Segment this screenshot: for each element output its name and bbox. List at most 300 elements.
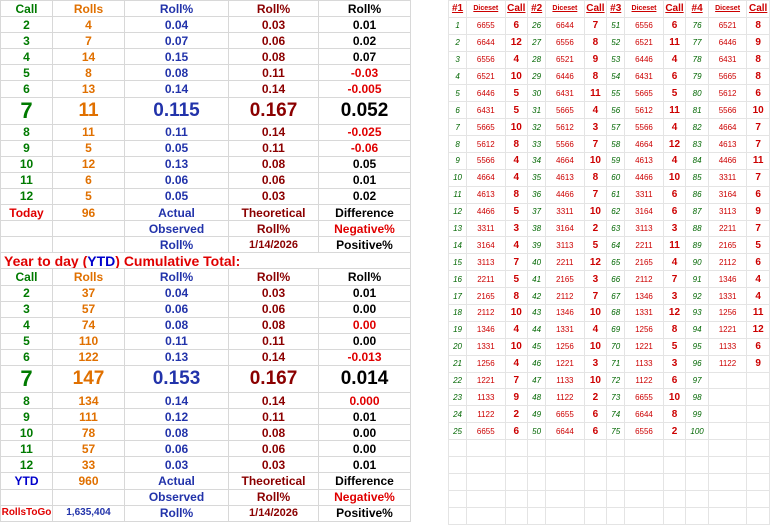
diceset-cell[interactable]: 5665 (467, 119, 505, 136)
diceset-cell[interactable]: 4613 (708, 136, 746, 153)
roll-number-cell[interactable]: 73 (607, 389, 625, 406)
roll-number-cell[interactable]: 56 (607, 102, 625, 119)
diceset-cell[interactable]: 3164 (467, 237, 505, 254)
call-value-cell[interactable]: 5 (505, 203, 528, 220)
call-value-cell[interactable]: 4 (505, 321, 528, 338)
diceset-cell[interactable]: 5665 (625, 85, 663, 102)
ytd-header-roll-pct-actual[interactable]: Roll% (125, 269, 229, 285)
call-cell[interactable]: 10 (1, 425, 53, 441)
roll-log-header-cell[interactable]: #3 (607, 1, 625, 18)
roll-log-header-cell[interactable]: Diceset (546, 1, 584, 18)
diceset-cell[interactable]: 1122 (625, 372, 663, 389)
roll-number-cell[interactable]: 2 (449, 34, 467, 51)
call-value-cell[interactable] (584, 490, 607, 507)
roll-pct-label[interactable]: Roll% (229, 221, 319, 237)
roll-number-cell[interactable]: 8 (449, 136, 467, 153)
roll-number-cell[interactable]: 87 (686, 203, 709, 220)
diceset-cell[interactable]: 6655 (625, 389, 663, 406)
roll-number-cell[interactable]: 38 (528, 220, 546, 237)
diceset-cell[interactable] (625, 490, 663, 507)
theoretical-pct-cell[interactable]: 0.03 (229, 285, 319, 301)
diceset-cell[interactable] (467, 473, 505, 490)
diceset-cell[interactable] (625, 507, 663, 524)
call-value-cell[interactable] (505, 490, 528, 507)
roll-number-cell[interactable]: 99 (686, 406, 709, 423)
call-value-cell[interactable]: 8 (584, 34, 607, 51)
theoretical-pct-cell[interactable]: 0.14 (229, 81, 319, 97)
theoretical-pct-cell[interactable]: 0.08 (229, 425, 319, 441)
call-value-cell[interactable]: 12 (663, 136, 686, 153)
ytd-title[interactable]: Year to day (YTD) Cumulative Total: (1, 253, 411, 269)
theoretical-pct-cell[interactable]: 0.11 (229, 333, 319, 349)
roll-number-cell[interactable]: 62 (607, 203, 625, 220)
rolls-cell[interactable]: 122 (53, 349, 125, 365)
roll-number-cell[interactable]: 3 (449, 51, 467, 68)
call-value-cell[interactable]: 6 (747, 186, 770, 203)
diceset-cell[interactable]: 1221 (708, 321, 746, 338)
call-value-cell[interactable]: 3 (584, 271, 607, 288)
roll-number-cell[interactable]: 92 (686, 288, 709, 305)
diceset-cell[interactable]: 4613 (625, 153, 663, 170)
call-value-cell[interactable]: 3 (663, 288, 686, 305)
negative-pct-label[interactable]: Negative% (319, 221, 411, 237)
roll-number-cell[interactable]: 24 (449, 406, 467, 423)
today-label[interactable]: Today (1, 205, 53, 221)
roll-number-cell[interactable]: 29 (528, 68, 546, 85)
diceset-cell[interactable]: 4613 (546, 169, 584, 186)
theoretical-pct-cell[interactable]: 0.06 (229, 441, 319, 457)
difference-cell[interactable]: 0.000 (319, 392, 411, 408)
roll-log-header-cell[interactable]: #1 (449, 1, 467, 18)
roll-number-cell[interactable] (449, 440, 467, 457)
diceset-cell[interactable]: 1346 (708, 271, 746, 288)
roll-number-cell[interactable]: 28 (528, 51, 546, 68)
diceset-cell[interactable]: 5612 (546, 119, 584, 136)
roll-number-cell[interactable]: 91 (686, 271, 709, 288)
diceset-cell[interactable] (467, 507, 505, 524)
rolls-cell[interactable]: 5 (53, 140, 125, 156)
call-value-cell[interactable]: 8 (747, 17, 770, 34)
diceset-cell[interactable]: 3113 (467, 254, 505, 271)
theoretical-pct-cell[interactable]: 0.06 (229, 301, 319, 317)
call-value-cell[interactable]: 3 (584, 355, 607, 372)
actual-pct-cell[interactable]: 0.06 (125, 172, 229, 188)
difference-cell[interactable]: 0.00 (319, 317, 411, 333)
theoretical-pct-cell[interactable]: 0.03 (229, 17, 319, 33)
diceset-cell[interactable]: 3311 (708, 169, 746, 186)
date-label[interactable]: 1/14/2026 (229, 237, 319, 253)
diceset-cell[interactable]: 6644 (546, 423, 584, 440)
difference-cell[interactable]: -0.03 (319, 65, 411, 81)
diceset-cell[interactable]: 3164 (625, 203, 663, 220)
theoretical-pct-cell[interactable]: 0.08 (229, 156, 319, 172)
diceset-cell[interactable]: 6521 (625, 34, 663, 51)
actual-pct-cell[interactable]: 0.13 (125, 156, 229, 172)
roll-log-header-cell[interactable]: #2 (528, 1, 546, 18)
call-cell[interactable]: 7 (1, 365, 53, 392)
rolls-cell[interactable]: 13 (53, 81, 125, 97)
call-value-cell[interactable]: 12 (663, 305, 686, 322)
call-value-cell[interactable]: 11 (663, 34, 686, 51)
call-value-cell[interactable] (747, 440, 770, 457)
rolls-cell[interactable]: 5 (53, 188, 125, 204)
diceset-cell[interactable]: 6446 (546, 68, 584, 85)
diceset-cell[interactable] (546, 440, 584, 457)
call-value-cell[interactable] (663, 457, 686, 474)
call-value-cell[interactable]: 7 (584, 186, 607, 203)
roll-number-cell[interactable]: 23 (449, 389, 467, 406)
roll-number-cell[interactable]: 39 (528, 237, 546, 254)
roll-number-cell[interactable]: 75 (607, 423, 625, 440)
actual-pct-cell[interactable]: 0.12 (125, 409, 229, 425)
call-value-cell[interactable]: 6 (747, 338, 770, 355)
ytd-positive-pct-label[interactable]: Positive% (319, 505, 411, 521)
diceset-cell[interactable]: 1133 (467, 389, 505, 406)
diceset-cell[interactable]: 2211 (708, 220, 746, 237)
diceset-cell[interactable]: 5612 (625, 102, 663, 119)
roll-number-cell[interactable]: 67 (607, 288, 625, 305)
today-total[interactable]: 96 (53, 205, 125, 221)
call-cell[interactable]: 11 (1, 441, 53, 457)
call-value-cell[interactable] (505, 457, 528, 474)
diceset-cell[interactable]: 3311 (467, 220, 505, 237)
ytd-header-roll-pct-difference[interactable]: Roll% (319, 269, 411, 285)
call-value-cell[interactable] (505, 473, 528, 490)
call-cell[interactable]: 7 (1, 97, 53, 124)
diceset-cell[interactable]: 4466 (467, 203, 505, 220)
call-value-cell[interactable]: 6 (663, 68, 686, 85)
diceset-cell[interactable]: 3164 (708, 186, 746, 203)
actual-pct-cell[interactable]: 0.115 (125, 97, 229, 124)
diceset-cell[interactable]: 3311 (546, 203, 584, 220)
roll-number-cell[interactable] (607, 490, 625, 507)
call-value-cell[interactable]: 5 (663, 338, 686, 355)
roll-number-cell[interactable]: 59 (607, 153, 625, 170)
call-value-cell[interactable]: 2 (505, 406, 528, 423)
call-cell[interactable]: 6 (1, 349, 53, 365)
call-value-cell[interactable] (663, 507, 686, 524)
roll-log-header-cell[interactable]: Call (584, 1, 607, 18)
actual-pct-cell[interactable]: 0.14 (125, 392, 229, 408)
roll-log-header-cell[interactable]: Diceset (625, 1, 663, 18)
theoretical-pct-cell[interactable]: 0.03 (229, 457, 319, 473)
rolls-cell[interactable]: 12 (53, 156, 125, 172)
theoretical-pct-cell[interactable]: 0.06 (229, 33, 319, 49)
roll-number-cell[interactable]: 33 (528, 136, 546, 153)
call-cell[interactable]: 6 (1, 81, 53, 97)
diceset-cell[interactable]: 6644 (625, 406, 663, 423)
call-value-cell[interactable]: 9 (505, 389, 528, 406)
diceset-cell[interactable]: 2112 (546, 288, 584, 305)
call-cell[interactable]: 3 (1, 33, 53, 49)
roll-number-cell[interactable]: 69 (607, 321, 625, 338)
call-value-cell[interactable] (505, 440, 528, 457)
call-value-cell[interactable]: 4 (663, 51, 686, 68)
rolls-cell[interactable]: 6 (53, 172, 125, 188)
roll-number-cell[interactable]: 31 (528, 102, 546, 119)
rolls-cell[interactable]: 37 (53, 285, 125, 301)
call-value-cell[interactable]: 7 (747, 169, 770, 186)
diceset-cell[interactable]: 5665 (546, 102, 584, 119)
call-value-cell[interactable]: 6 (584, 406, 607, 423)
actual-pct-cell[interactable]: 0.15 (125, 49, 229, 65)
roll-number-cell[interactable]: 6 (449, 102, 467, 119)
call-value-cell[interactable]: 12 (747, 321, 770, 338)
roll-number-cell[interactable]: 96 (686, 355, 709, 372)
call-value-cell[interactable]: 3 (505, 220, 528, 237)
rolls-cell[interactable]: 7 (53, 33, 125, 49)
call-value-cell[interactable]: 3 (584, 119, 607, 136)
roll-number-cell[interactable] (528, 507, 546, 524)
roll-number-cell[interactable]: 36 (528, 186, 546, 203)
diceset-cell[interactable]: 6556 (546, 34, 584, 51)
roll-number-cell[interactable]: 58 (607, 136, 625, 153)
diceset-cell[interactable]: 1256 (625, 321, 663, 338)
call-value-cell[interactable]: 12 (505, 34, 528, 51)
positive-pct-label[interactable]: Positive% (319, 237, 411, 253)
theoretical-pct-cell[interactable]: 0.167 (229, 97, 319, 124)
diceset-cell[interactable]: 6644 (467, 34, 505, 51)
call-value-cell[interactable]: 4 (747, 288, 770, 305)
call-value-cell[interactable]: 7 (663, 271, 686, 288)
call-value-cell[interactable]: 7 (584, 288, 607, 305)
call-value-cell[interactable] (584, 440, 607, 457)
diceset-cell[interactable]: 1133 (625, 355, 663, 372)
roll-log-header-cell[interactable]: Diceset (467, 1, 505, 18)
diceset-cell[interactable]: 6521 (708, 17, 746, 34)
roll-number-cell[interactable]: 12 (449, 203, 467, 220)
call-value-cell[interactable]: 8 (584, 68, 607, 85)
call-value-cell[interactable]: 5 (505, 85, 528, 102)
call-value-cell[interactable]: 8 (505, 288, 528, 305)
roll-log-header-cell[interactable]: #4 (686, 1, 709, 18)
diceset-cell[interactable]: 1346 (546, 305, 584, 322)
call-value-cell[interactable] (584, 457, 607, 474)
diceset-cell[interactable]: 5566 (708, 102, 746, 119)
actual-pct-cell[interactable]: 0.06 (125, 301, 229, 317)
roll-number-cell[interactable]: 85 (686, 169, 709, 186)
call-cell[interactable]: 11 (1, 172, 53, 188)
roll-number-cell[interactable]: 40 (528, 254, 546, 271)
roll-number-cell[interactable] (449, 490, 467, 507)
roll-number-cell[interactable]: 86 (686, 186, 709, 203)
theoretical-pct-cell[interactable]: 0.14 (229, 392, 319, 408)
roll-number-cell[interactable]: 48 (528, 389, 546, 406)
roll-number-cell[interactable]: 25 (449, 423, 467, 440)
diceset-cell[interactable]: 6431 (708, 51, 746, 68)
roll-number-cell[interactable]: 50 (528, 423, 546, 440)
call-cell[interactable]: 4 (1, 317, 53, 333)
diceset-cell[interactable]: 4664 (625, 136, 663, 153)
roll-number-cell[interactable] (686, 457, 709, 474)
diceset-cell[interactable]: 1122 (708, 355, 746, 372)
diceset-cell[interactable] (708, 473, 746, 490)
call-value-cell[interactable]: 4 (584, 102, 607, 119)
difference-cell[interactable]: -0.013 (319, 349, 411, 365)
roll-number-cell[interactable]: 51 (607, 17, 625, 34)
roll-number-cell[interactable]: 54 (607, 68, 625, 85)
call-cell[interactable]: 2 (1, 17, 53, 33)
roll-log-header-cell[interactable]: Call (747, 1, 770, 18)
call-value-cell[interactable]: 2 (584, 389, 607, 406)
diceset-cell[interactable]: 3311 (625, 186, 663, 203)
call-value-cell[interactable]: 4 (505, 355, 528, 372)
call-value-cell[interactable] (584, 473, 607, 490)
roll-number-cell[interactable]: 30 (528, 85, 546, 102)
call-value-cell[interactable]: 10 (584, 203, 607, 220)
call-value-cell[interactable]: 5 (584, 237, 607, 254)
actual-pct-cell[interactable]: 0.03 (125, 457, 229, 473)
call-value-cell[interactable]: 2 (663, 423, 686, 440)
call-value-cell[interactable] (747, 490, 770, 507)
ytd-header-rolls[interactable]: Rolls (53, 269, 125, 285)
diceset-cell[interactable]: 1256 (467, 355, 505, 372)
difference-label[interactable]: Difference (319, 205, 411, 221)
roll-number-cell[interactable]: 35 (528, 169, 546, 186)
actual-pct-cell[interactable]: 0.08 (125, 65, 229, 81)
call-value-cell[interactable]: 10 (505, 305, 528, 322)
roll-number-cell[interactable] (449, 507, 467, 524)
diceset-cell[interactable]: 5612 (467, 136, 505, 153)
call-value-cell[interactable]: 10 (505, 338, 528, 355)
diceset-cell[interactable]: 6446 (625, 51, 663, 68)
roll-number-cell[interactable] (686, 440, 709, 457)
call-value-cell[interactable] (663, 473, 686, 490)
call-value-cell[interactable]: 4 (663, 254, 686, 271)
actual-pct-cell[interactable]: 0.06 (125, 441, 229, 457)
roll-number-cell[interactable]: 19 (449, 321, 467, 338)
diceset-cell[interactable]: 1221 (625, 338, 663, 355)
call-value-cell[interactable]: 7 (747, 119, 770, 136)
call-value-cell[interactable]: 10 (584, 305, 607, 322)
ytd-negative-pct-label[interactable]: Negative% (319, 489, 411, 505)
call-value-cell[interactable]: 4 (505, 237, 528, 254)
call-value-cell[interactable]: 4 (505, 169, 528, 186)
diceset-cell[interactable]: 3113 (625, 220, 663, 237)
roll-number-cell[interactable]: 42 (528, 288, 546, 305)
call-value-cell[interactable]: 9 (584, 51, 607, 68)
diceset-cell[interactable] (708, 457, 746, 474)
diceset-cell[interactable]: 2165 (467, 288, 505, 305)
roll-number-cell[interactable]: 81 (686, 102, 709, 119)
call-value-cell[interactable]: 10 (747, 102, 770, 119)
diceset-cell[interactable]: 1346 (467, 321, 505, 338)
difference-cell[interactable]: 0.00 (319, 301, 411, 317)
roll-number-cell[interactable]: 95 (686, 338, 709, 355)
difference-cell[interactable]: -0.025 (319, 124, 411, 140)
roll-number-cell[interactable]: 11 (449, 186, 467, 203)
call-value-cell[interactable]: 10 (663, 389, 686, 406)
theoretical-label[interactable]: Theoretical (229, 205, 319, 221)
diceset-cell[interactable]: 4613 (467, 186, 505, 203)
header-rolls[interactable]: Rolls (53, 1, 125, 17)
roll-number-cell[interactable]: 70 (607, 338, 625, 355)
roll-number-cell[interactable]: 93 (686, 305, 709, 322)
header-call[interactable]: Call (1, 1, 53, 17)
call-value-cell[interactable]: 10 (663, 169, 686, 186)
diceset-cell[interactable] (708, 507, 746, 524)
rolls-cell[interactable]: 111 (53, 409, 125, 425)
roll-number-cell[interactable]: 82 (686, 119, 709, 136)
call-value-cell[interactable]: 9 (747, 203, 770, 220)
diceset-cell[interactable]: 6556 (625, 423, 663, 440)
roll-number-cell[interactable]: 52 (607, 34, 625, 51)
diceset-cell[interactable]: 2211 (625, 237, 663, 254)
call-value-cell[interactable]: 3 (663, 220, 686, 237)
roll-pct-label-2[interactable]: Roll% (125, 237, 229, 253)
diceset-cell[interactable]: 2112 (625, 271, 663, 288)
call-value-cell[interactable]: 8 (663, 321, 686, 338)
ytd-date-label[interactable]: 1/14/2026 (229, 505, 319, 521)
diceset-cell[interactable]: 3113 (546, 237, 584, 254)
diceset-cell[interactable]: 1122 (467, 406, 505, 423)
ytd-total[interactable]: 960 (53, 473, 125, 489)
call-value-cell[interactable]: 8 (747, 68, 770, 85)
call-value-cell[interactable]: 7 (505, 254, 528, 271)
call-value-cell[interactable]: 4 (747, 271, 770, 288)
call-value-cell[interactable] (747, 389, 770, 406)
call-value-cell[interactable]: 11 (747, 153, 770, 170)
call-value-cell[interactable]: 7 (505, 372, 528, 389)
roll-number-cell[interactable]: 4 (449, 68, 467, 85)
roll-number-cell[interactable]: 14 (449, 237, 467, 254)
roll-number-cell[interactable]: 17 (449, 288, 467, 305)
difference-cell[interactable]: -0.005 (319, 81, 411, 97)
difference-cell[interactable]: 0.01 (319, 172, 411, 188)
diceset-cell[interactable] (467, 490, 505, 507)
roll-number-cell[interactable]: 37 (528, 203, 546, 220)
call-value-cell[interactable]: 5 (663, 85, 686, 102)
diceset-cell[interactable]: 1331 (546, 321, 584, 338)
roll-log-header-cell[interactable]: Diceset (708, 1, 746, 18)
roll-number-cell[interactable] (528, 473, 546, 490)
diceset-cell[interactable]: 2211 (546, 254, 584, 271)
roll-number-cell[interactable]: 80 (686, 85, 709, 102)
diceset-cell[interactable]: 1331 (708, 288, 746, 305)
diceset-cell[interactable] (546, 473, 584, 490)
diceset-cell[interactable] (546, 507, 584, 524)
call-value-cell[interactable]: 6 (663, 203, 686, 220)
actual-pct-cell[interactable]: 0.153 (125, 365, 229, 392)
diceset-cell[interactable]: 6431 (546, 85, 584, 102)
rolls-cell[interactable]: 110 (53, 333, 125, 349)
ytd-difference-label[interactable]: Difference (319, 473, 411, 489)
diceset-cell[interactable]: 6446 (467, 85, 505, 102)
difference-cell[interactable]: 0.01 (319, 17, 411, 33)
difference-cell[interactable]: 0.01 (319, 457, 411, 473)
header-roll-pct-difference[interactable]: Roll% (319, 1, 411, 17)
diceset-cell[interactable]: 1133 (546, 372, 584, 389)
roll-number-cell[interactable]: 18 (449, 305, 467, 322)
rolls-cell[interactable]: 4 (53, 17, 125, 33)
theoretical-pct-cell[interactable]: 0.11 (229, 140, 319, 156)
roll-number-cell[interactable]: 57 (607, 119, 625, 136)
call-cell[interactable]: 8 (1, 124, 53, 140)
roll-number-cell[interactable]: 21 (449, 355, 467, 372)
ytd-actual-label[interactable]: Actual (125, 473, 229, 489)
ytd-theoretical-label[interactable]: Theoretical (229, 473, 319, 489)
roll-number-cell[interactable]: 10 (449, 169, 467, 186)
call-value-cell[interactable]: 11 (663, 102, 686, 119)
roll-number-cell[interactable]: 78 (686, 51, 709, 68)
header-roll-pct-actual[interactable]: Roll% (125, 1, 229, 17)
difference-cell[interactable]: 0.00 (319, 425, 411, 441)
rolls-cell[interactable]: 57 (53, 301, 125, 317)
roll-number-cell[interactable] (607, 457, 625, 474)
diceset-cell[interactable]: 6431 (467, 102, 505, 119)
roll-number-cell[interactable] (607, 507, 625, 524)
diceset-cell[interactable] (708, 440, 746, 457)
